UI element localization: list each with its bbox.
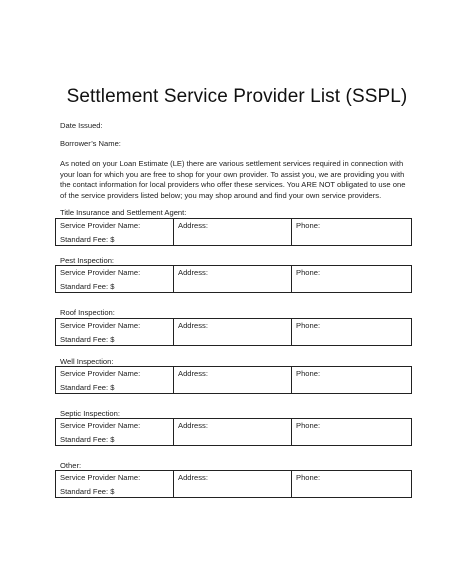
service-provider-name-field[interactable]: Service Provider Name: [60,268,141,277]
column-divider [173,419,174,445]
section-label-other: Other: [60,461,82,470]
address-field[interactable]: Address: [178,321,208,330]
standard-fee-field[interactable]: Standard Fee: $ [60,235,115,244]
standard-fee-field[interactable]: Standard Fee: $ [60,383,115,392]
section-label-pest-inspection: Pest Inspection: [60,256,115,265]
intro-line: of the service providers listed below; you may shop around and find your own service providers. [60,190,382,200]
phone-field[interactable]: Phone: [296,321,321,330]
provider-box-pest-inspection [55,265,412,293]
provider-box-roof-inspection [55,318,412,346]
column-divider [291,266,292,292]
column-divider [173,319,174,345]
service-provider-name-field[interactable]: Service Provider Name: [60,369,141,378]
intro-line: your loan for which you are free to shop for your own provider. To assist you, we are providing you with [60,169,405,179]
page-title: Settlement Service Provider List (SSPL) [66,86,408,107]
column-divider [291,319,292,345]
column-divider [291,471,292,497]
phone-field[interactable]: Phone: [296,268,321,277]
service-provider-name-field[interactable]: Service Provider Name: [60,421,141,430]
address-field[interactable]: Address: [178,421,208,430]
intro-paragraph [60,159,420,201]
standard-fee-field[interactable]: Standard Fee: $ [60,282,115,291]
section-label-well-inspection: Well Inspection: [60,357,114,366]
standard-fee-field[interactable]: Standard Fee: $ [60,335,115,344]
standard-fee-field[interactable]: Standard Fee: $ [60,487,115,496]
address-field[interactable]: Address: [178,369,208,378]
column-divider [291,367,292,393]
column-divider [291,419,292,445]
section-label-septic-inspection: Septic Inspection: [60,409,120,418]
column-divider [173,471,174,497]
phone-field[interactable]: Phone: [296,221,321,230]
intro-line: As noted on your Loan Estimate (LE) there are various settlement services required in connection with [60,159,404,168]
address-field[interactable]: Address: [178,268,208,277]
borrowers-name-label: Borrower’s Name: [60,139,121,148]
column-divider [173,219,174,245]
column-divider [173,266,174,292]
provider-box-well-inspection [55,366,412,394]
address-field[interactable]: Address: [178,473,208,482]
provider-box-title-insurance [55,218,412,246]
section-label-roof-inspection: Roof Inspection: [60,308,115,317]
service-provider-name-field[interactable]: Service Provider Name: [60,473,141,482]
service-provider-name-field[interactable]: Service Provider Name: [60,321,141,330]
phone-field[interactable]: Phone: [296,473,321,482]
provider-box-septic-inspection [55,418,412,446]
date-issued-label: Date Issued: [60,121,103,130]
provider-box-other [55,470,412,498]
column-divider [291,219,292,245]
service-provider-name-field[interactable]: Service Provider Name: [60,221,141,230]
standard-fee-field[interactable]: Standard Fee: $ [60,435,115,444]
address-field[interactable]: Address: [178,221,208,230]
phone-field[interactable]: Phone: [296,421,321,430]
column-divider [173,367,174,393]
phone-field[interactable]: Phone: [296,369,321,378]
section-label-title-insurance: Title Insurance and Settlement Agent: [60,208,187,217]
intro-line: the contact information for local providers who offer these services. You ARE NOT obligated to use one [60,180,406,190]
